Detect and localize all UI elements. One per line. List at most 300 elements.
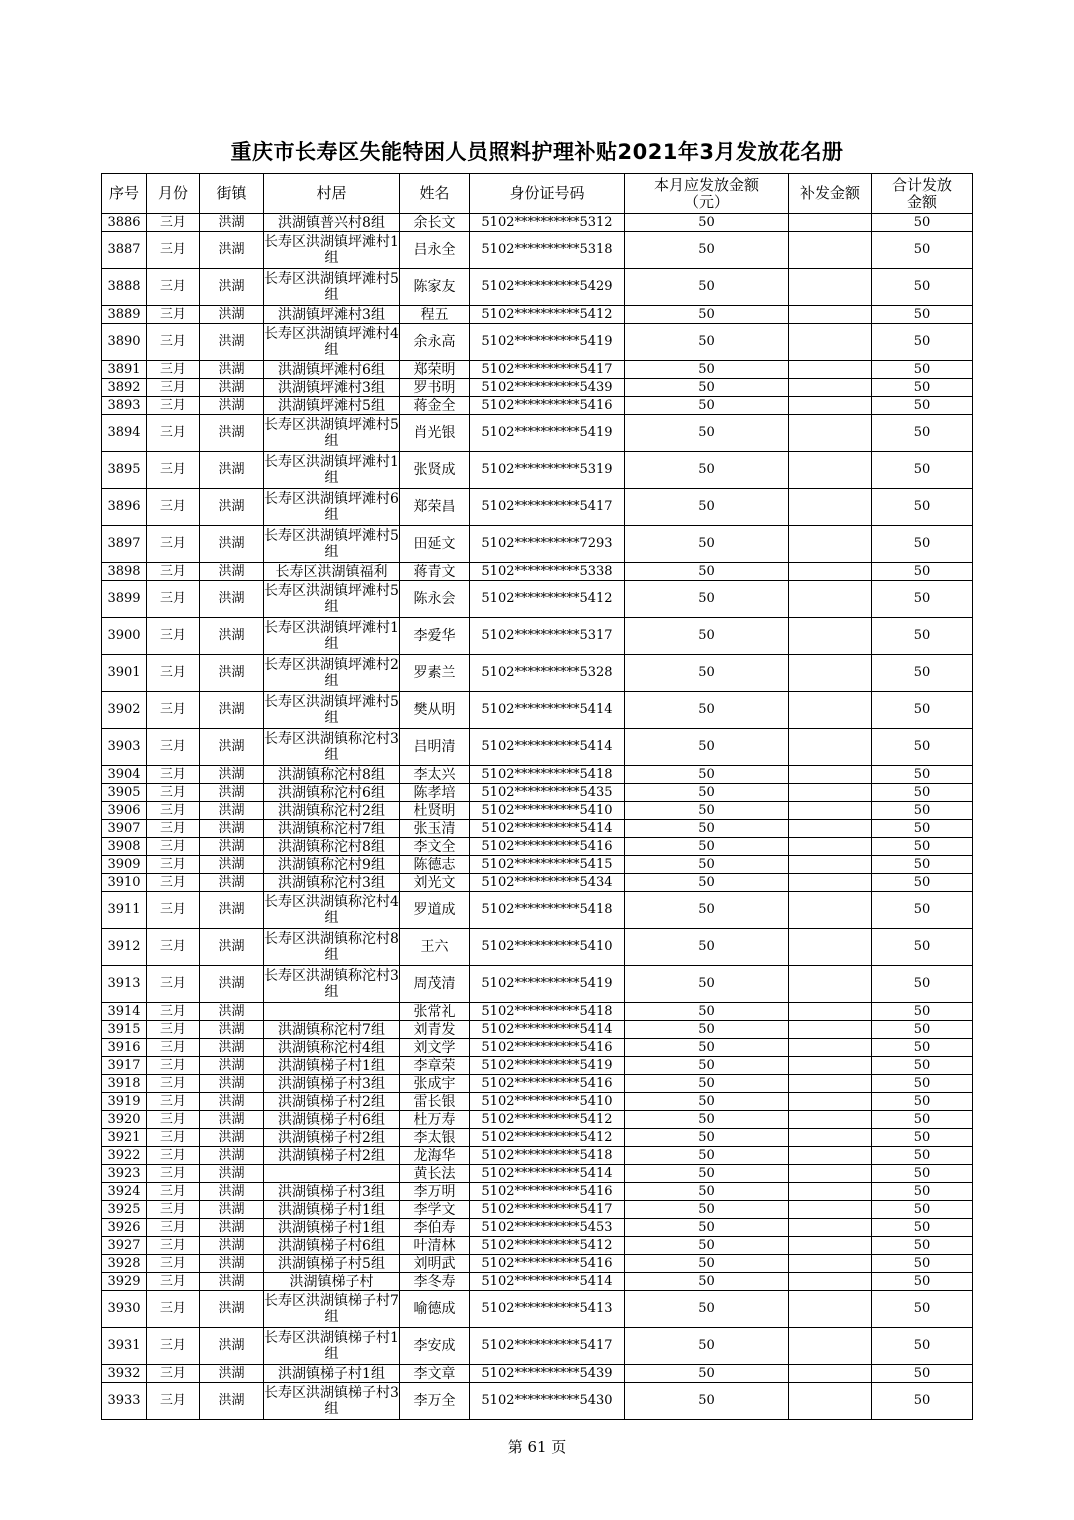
cell-back-pay	[789, 766, 872, 784]
cell-name: 李爱华	[400, 618, 470, 655]
cell-index: 3921	[102, 1129, 147, 1147]
cell-total-amount: 50	[872, 1039, 973, 1057]
cell-month: 三月	[147, 1183, 200, 1201]
cell-back-pay	[789, 452, 872, 489]
cell-village: 长寿区洪湖镇福利	[264, 563, 400, 581]
table-row	[102, 929, 973, 966]
cell-town: 洪湖	[200, 232, 264, 269]
table-row	[102, 874, 973, 892]
cell-monthly-amount: 50	[625, 1383, 789, 1420]
cell-town: 洪湖	[200, 1093, 264, 1111]
cell-id-number: 5102**********5435	[470, 784, 625, 802]
cell-village: 长寿区洪湖镇坪滩村5组	[264, 581, 400, 618]
cell-village	[264, 1165, 400, 1183]
cell-village: 长寿区洪湖镇称沱村4组	[264, 892, 400, 929]
cell-id-number: 5102**********5412	[470, 1237, 625, 1255]
cell-name: 李学文	[400, 1201, 470, 1219]
cell-village: 洪湖镇梯子村6组	[264, 1237, 400, 1255]
table-row	[102, 1383, 973, 1420]
cell-village: 洪湖镇称沱村7组	[264, 1021, 400, 1039]
cell-id-number: 5102**********5453	[470, 1219, 625, 1237]
cell-town: 洪湖	[200, 489, 264, 526]
cell-total-amount: 50	[872, 1111, 973, 1129]
cell-name: 周茂清	[400, 966, 470, 1003]
cell-name: 李太银	[400, 1129, 470, 1147]
table-row	[102, 526, 973, 563]
cell-index: 3897	[102, 526, 147, 563]
cell-month: 三月	[147, 526, 200, 563]
cell-index: 3888	[102, 269, 147, 306]
cell-index: 3905	[102, 784, 147, 802]
cell-village: 长寿区洪湖镇称沱村3组	[264, 966, 400, 1003]
table-row	[102, 269, 973, 306]
cell-name: 李伯寿	[400, 1219, 470, 1237]
cell-town: 洪湖	[200, 1328, 264, 1365]
cell-village: 长寿区洪湖镇坪滩村5组	[264, 269, 400, 306]
cell-monthly-amount: 50	[625, 1273, 789, 1291]
cell-total-amount: 50	[872, 581, 973, 618]
cell-name: 吕明清	[400, 729, 470, 766]
cell-name: 龙海华	[400, 1147, 470, 1165]
cell-monthly-amount: 50	[625, 1255, 789, 1273]
table-row	[102, 1255, 973, 1273]
cell-village: 洪湖镇梯子村2组	[264, 1147, 400, 1165]
cell-monthly-amount: 50	[625, 1093, 789, 1111]
cell-village: 洪湖镇称沱村3组	[264, 874, 400, 892]
cell-back-pay	[789, 929, 872, 966]
cell-id-number: 5102**********5338	[470, 563, 625, 581]
table-row	[102, 1273, 973, 1291]
cell-name: 张贤成	[400, 452, 470, 489]
cell-month: 三月	[147, 729, 200, 766]
header-village: 村居	[264, 174, 400, 214]
cell-index: 3908	[102, 838, 147, 856]
cell-monthly-amount: 50	[625, 892, 789, 929]
cell-index: 3931	[102, 1328, 147, 1365]
cell-village: 洪湖镇梯子村1组	[264, 1365, 400, 1383]
cell-monthly-amount: 50	[625, 1075, 789, 1093]
cell-total-amount: 50	[872, 1273, 973, 1291]
cell-town: 洪湖	[200, 1003, 264, 1021]
cell-id-number: 5102**********5312	[470, 214, 625, 232]
cell-back-pay	[789, 856, 872, 874]
cell-monthly-amount: 50	[625, 874, 789, 892]
cell-village: 长寿区洪湖镇坪滩村1组	[264, 452, 400, 489]
cell-name: 田延文	[400, 526, 470, 563]
cell-id-number: 5102**********5419	[470, 966, 625, 1003]
cell-index: 3909	[102, 856, 147, 874]
cell-village: 洪湖镇梯子村1组	[264, 1057, 400, 1075]
cell-index: 3889	[102, 306, 147, 324]
cell-total-amount: 50	[872, 563, 973, 581]
cell-monthly-amount: 50	[625, 1165, 789, 1183]
cell-name: 喻德成	[400, 1291, 470, 1328]
cell-index: 3928	[102, 1255, 147, 1273]
cell-total-amount: 50	[872, 269, 973, 306]
cell-town: 洪湖	[200, 581, 264, 618]
cell-back-pay	[789, 1291, 872, 1328]
cell-back-pay	[789, 1237, 872, 1255]
cell-month: 三月	[147, 324, 200, 361]
cell-name: 肖光银	[400, 415, 470, 452]
cell-index: 3911	[102, 892, 147, 929]
table-body	[102, 214, 973, 1420]
cell-month: 三月	[147, 581, 200, 618]
cell-town: 洪湖	[200, 1273, 264, 1291]
cell-month: 三月	[147, 1003, 200, 1021]
cell-village: 长寿区洪湖镇坪滩村2组	[264, 655, 400, 692]
cell-monthly-amount: 50	[625, 929, 789, 966]
cell-back-pay	[789, 379, 872, 397]
cell-total-amount: 50	[872, 232, 973, 269]
header-name: 姓名	[400, 174, 470, 214]
table-row	[102, 581, 973, 618]
cell-back-pay	[789, 1273, 872, 1291]
table-row	[102, 1057, 973, 1075]
cell-monthly-amount: 50	[625, 1039, 789, 1057]
cell-month: 三月	[147, 1291, 200, 1328]
cell-village: 长寿区洪湖镇梯子村7组	[264, 1291, 400, 1328]
cell-back-pay	[789, 1365, 872, 1383]
cell-month: 三月	[147, 306, 200, 324]
cell-monthly-amount: 50	[625, 1003, 789, 1021]
cell-total-amount: 50	[872, 1255, 973, 1273]
cell-id-number: 5102**********5414	[470, 1273, 625, 1291]
table-row	[102, 838, 973, 856]
cell-id-number: 5102**********5319	[470, 452, 625, 489]
cell-monthly-amount: 50	[625, 324, 789, 361]
cell-index: 3925	[102, 1201, 147, 1219]
cell-total-amount: 50	[872, 929, 973, 966]
cell-monthly-amount: 50	[625, 563, 789, 581]
cell-monthly-amount: 50	[625, 489, 789, 526]
cell-total-amount: 50	[872, 526, 973, 563]
table-row	[102, 966, 973, 1003]
cell-total-amount: 50	[872, 452, 973, 489]
cell-id-number: 5102**********5419	[470, 324, 625, 361]
cell-name: 雷长银	[400, 1093, 470, 1111]
cell-village	[264, 1003, 400, 1021]
cell-index: 3896	[102, 489, 147, 526]
cell-back-pay	[789, 1021, 872, 1039]
cell-town: 洪湖	[200, 618, 264, 655]
table-row	[102, 1291, 973, 1328]
cell-month: 三月	[147, 655, 200, 692]
cell-id-number: 5102**********5328	[470, 655, 625, 692]
roster-table	[101, 173, 973, 1420]
cell-back-pay	[789, 729, 872, 766]
cell-monthly-amount: 50	[625, 655, 789, 692]
cell-id-number: 5102**********5410	[470, 802, 625, 820]
cell-index: 3893	[102, 397, 147, 415]
cell-back-pay	[789, 1165, 872, 1183]
cell-id-number: 5102**********5419	[470, 1057, 625, 1075]
cell-back-pay	[789, 1129, 872, 1147]
page-number: 第 61 页	[507, 1438, 567, 1456]
cell-name: 李万明	[400, 1183, 470, 1201]
cell-total-amount: 50	[872, 214, 973, 232]
cell-total-amount: 50	[872, 1365, 973, 1383]
table-row	[102, 452, 973, 489]
cell-total-amount: 50	[872, 784, 973, 802]
cell-monthly-amount: 50	[625, 966, 789, 1003]
cell-town: 洪湖	[200, 324, 264, 361]
cell-name: 余永高	[400, 324, 470, 361]
cell-month: 三月	[147, 489, 200, 526]
cell-monthly-amount: 50	[625, 802, 789, 820]
cell-name: 叶清林	[400, 1237, 470, 1255]
cell-monthly-amount: 50	[625, 1021, 789, 1039]
cell-index: 3914	[102, 1003, 147, 1021]
cell-month: 三月	[147, 1328, 200, 1365]
cell-village: 长寿区洪湖镇梯子村1组	[264, 1328, 400, 1365]
cell-index: 3923	[102, 1165, 147, 1183]
cell-name: 黄长法	[400, 1165, 470, 1183]
cell-back-pay	[789, 892, 872, 929]
cell-name: 杜贤明	[400, 802, 470, 820]
cell-village: 洪湖镇梯子村2组	[264, 1093, 400, 1111]
cell-total-amount: 50	[872, 1201, 973, 1219]
cell-name: 刘光文	[400, 874, 470, 892]
cell-month: 三月	[147, 1383, 200, 1420]
cell-total-amount: 50	[872, 1075, 973, 1093]
table-row	[102, 618, 973, 655]
cell-month: 三月	[147, 1075, 200, 1093]
cell-id-number: 5102**********5416	[470, 1183, 625, 1201]
cell-name: 刘明武	[400, 1255, 470, 1273]
cell-town: 洪湖	[200, 655, 264, 692]
cell-village: 洪湖镇梯子村1组	[264, 1201, 400, 1219]
cell-town: 洪湖	[200, 1365, 264, 1383]
cell-month: 三月	[147, 966, 200, 1003]
header-back-pay: 补发金额	[789, 174, 872, 214]
cell-index: 3900	[102, 618, 147, 655]
cell-index: 3929	[102, 1273, 147, 1291]
cell-total-amount: 50	[872, 1093, 973, 1111]
cell-id-number: 5102**********5317	[470, 618, 625, 655]
table-row	[102, 1093, 973, 1111]
cell-monthly-amount: 50	[625, 397, 789, 415]
cell-total-amount: 50	[872, 856, 973, 874]
cell-month: 三月	[147, 452, 200, 489]
cell-total-amount: 50	[872, 820, 973, 838]
cell-total-amount: 50	[872, 379, 973, 397]
cell-monthly-amount: 50	[625, 729, 789, 766]
cell-name: 刘青发	[400, 1021, 470, 1039]
cell-total-amount: 50	[872, 802, 973, 820]
header-index: 序号	[102, 174, 147, 214]
table-row	[102, 1219, 973, 1237]
cell-index: 3932	[102, 1365, 147, 1383]
cell-month: 三月	[147, 1057, 200, 1075]
cell-back-pay	[789, 874, 872, 892]
cell-town: 洪湖	[200, 1147, 264, 1165]
table-row	[102, 1183, 973, 1201]
cell-back-pay	[789, 324, 872, 361]
header-total-amount: 合计发放金额	[872, 174, 973, 214]
cell-back-pay	[789, 1075, 872, 1093]
cell-index: 3916	[102, 1039, 147, 1057]
cell-index: 3912	[102, 929, 147, 966]
cell-village: 长寿区洪湖镇坪滩村6组	[264, 489, 400, 526]
table-row	[102, 1365, 973, 1383]
cell-village: 长寿区洪湖镇坪滩村4组	[264, 324, 400, 361]
cell-name: 罗书明	[400, 379, 470, 397]
cell-name: 樊从明	[400, 692, 470, 729]
cell-village: 洪湖镇梯子村	[264, 1273, 400, 1291]
cell-back-pay	[789, 655, 872, 692]
cell-month: 三月	[147, 820, 200, 838]
cell-id-number: 5102**********5318	[470, 232, 625, 269]
cell-id-number: 5102**********5418	[470, 892, 625, 929]
cell-monthly-amount: 50	[625, 1057, 789, 1075]
cell-index: 3902	[102, 692, 147, 729]
cell-village: 长寿区洪湖镇坪滩村5组	[264, 526, 400, 563]
cell-back-pay	[789, 1111, 872, 1129]
cell-back-pay	[789, 784, 872, 802]
cell-month: 三月	[147, 892, 200, 929]
cell-index: 3904	[102, 766, 147, 784]
cell-total-amount: 50	[872, 874, 973, 892]
cell-id-number: 5102**********5414	[470, 729, 625, 766]
cell-id-number: 5102**********5416	[470, 397, 625, 415]
cell-index: 3901	[102, 655, 147, 692]
cell-back-pay	[789, 269, 872, 306]
cell-monthly-amount: 50	[625, 452, 789, 489]
table-row	[102, 214, 973, 232]
cell-total-amount: 50	[872, 1021, 973, 1039]
cell-village: 洪湖镇梯子村3组	[264, 1075, 400, 1093]
cell-index: 3933	[102, 1383, 147, 1420]
cell-total-amount: 50	[872, 1237, 973, 1255]
cell-village: 长寿区洪湖镇坪滩村5组	[264, 415, 400, 452]
table-row	[102, 1147, 973, 1165]
cell-town: 洪湖	[200, 692, 264, 729]
cell-monthly-amount: 50	[625, 379, 789, 397]
cell-back-pay	[789, 214, 872, 232]
cell-monthly-amount: 50	[625, 1291, 789, 1328]
cell-monthly-amount: 50	[625, 1201, 789, 1219]
cell-town: 洪湖	[200, 966, 264, 1003]
table-row	[102, 1021, 973, 1039]
cell-name: 李万全	[400, 1383, 470, 1420]
cell-month: 三月	[147, 1093, 200, 1111]
cell-month: 三月	[147, 1147, 200, 1165]
cell-name: 张玉清	[400, 820, 470, 838]
cell-monthly-amount: 50	[625, 692, 789, 729]
cell-month: 三月	[147, 563, 200, 581]
cell-back-pay	[789, 820, 872, 838]
cell-name: 蒋金全	[400, 397, 470, 415]
cell-village: 洪湖镇坪滩村3组	[264, 379, 400, 397]
cell-back-pay	[789, 1383, 872, 1420]
table-row	[102, 1165, 973, 1183]
cell-name: 张常礼	[400, 1003, 470, 1021]
cell-back-pay	[789, 1039, 872, 1057]
table-row	[102, 1003, 973, 1021]
cell-name: 李章荣	[400, 1057, 470, 1075]
table-row	[102, 1075, 973, 1093]
cell-back-pay	[789, 1003, 872, 1021]
cell-index: 3924	[102, 1183, 147, 1201]
table-row	[102, 820, 973, 838]
table-row	[102, 802, 973, 820]
cell-month: 三月	[147, 1237, 200, 1255]
cell-village: 洪湖镇坪滩村6组	[264, 361, 400, 379]
cell-index: 3890	[102, 324, 147, 361]
cell-month: 三月	[147, 802, 200, 820]
cell-month: 三月	[147, 1165, 200, 1183]
cell-total-amount: 50	[872, 397, 973, 415]
cell-village: 长寿区洪湖镇坪滩村5组	[264, 692, 400, 729]
cell-monthly-amount: 50	[625, 820, 789, 838]
cell-id-number: 5102**********5439	[470, 379, 625, 397]
cell-id-number: 5102**********5412	[470, 581, 625, 618]
document-title: 重庆市长寿区失能特困人员照料护理补贴2021年3月发放花名册	[230, 140, 844, 164]
cell-month: 三月	[147, 874, 200, 892]
table-row	[102, 415, 973, 452]
cell-village: 洪湖镇梯子村1组	[264, 1219, 400, 1237]
cell-town: 洪湖	[200, 820, 264, 838]
cell-town: 洪湖	[200, 1183, 264, 1201]
cell-monthly-amount: 50	[625, 214, 789, 232]
cell-name: 吕永全	[400, 232, 470, 269]
cell-id-number: 5102**********5417	[470, 489, 625, 526]
cell-month: 三月	[147, 214, 200, 232]
cell-name: 刘文学	[400, 1039, 470, 1057]
cell-back-pay	[789, 1057, 872, 1075]
cell-month: 三月	[147, 856, 200, 874]
cell-id-number: 5102**********5416	[470, 1075, 625, 1093]
cell-village: 长寿区洪湖镇梯子村3组	[264, 1383, 400, 1420]
header-town: 街镇	[200, 174, 264, 214]
header-monthly-amount: 本月应发放金额（元）	[625, 174, 789, 214]
cell-town: 洪湖	[200, 1111, 264, 1129]
cell-back-pay	[789, 361, 872, 379]
cell-town: 洪湖	[200, 766, 264, 784]
cell-month: 三月	[147, 1273, 200, 1291]
cell-index: 3918	[102, 1075, 147, 1093]
cell-total-amount: 50	[872, 415, 973, 452]
cell-name: 李安成	[400, 1328, 470, 1365]
table-row	[102, 655, 973, 692]
cell-index: 3915	[102, 1021, 147, 1039]
cell-name: 余长文	[400, 214, 470, 232]
cell-back-pay	[789, 232, 872, 269]
cell-monthly-amount: 50	[625, 232, 789, 269]
cell-id-number: 5102**********5415	[470, 856, 625, 874]
cell-back-pay	[789, 1201, 872, 1219]
cell-village: 洪湖镇梯子村5组	[264, 1255, 400, 1273]
cell-monthly-amount: 50	[625, 526, 789, 563]
cell-id-number: 5102**********5416	[470, 838, 625, 856]
cell-total-amount: 50	[872, 361, 973, 379]
cell-name: 陈家友	[400, 269, 470, 306]
cell-town: 洪湖	[200, 563, 264, 581]
cell-name: 程五	[400, 306, 470, 324]
cell-monthly-amount: 50	[625, 618, 789, 655]
table-row	[102, 1328, 973, 1365]
cell-back-pay	[789, 802, 872, 820]
cell-monthly-amount: 50	[625, 838, 789, 856]
cell-back-pay	[789, 415, 872, 452]
cell-back-pay	[789, 1093, 872, 1111]
table-row	[102, 692, 973, 729]
cell-total-amount: 50	[872, 1003, 973, 1021]
cell-back-pay	[789, 563, 872, 581]
cell-town: 洪湖	[200, 784, 264, 802]
cell-back-pay	[789, 397, 872, 415]
